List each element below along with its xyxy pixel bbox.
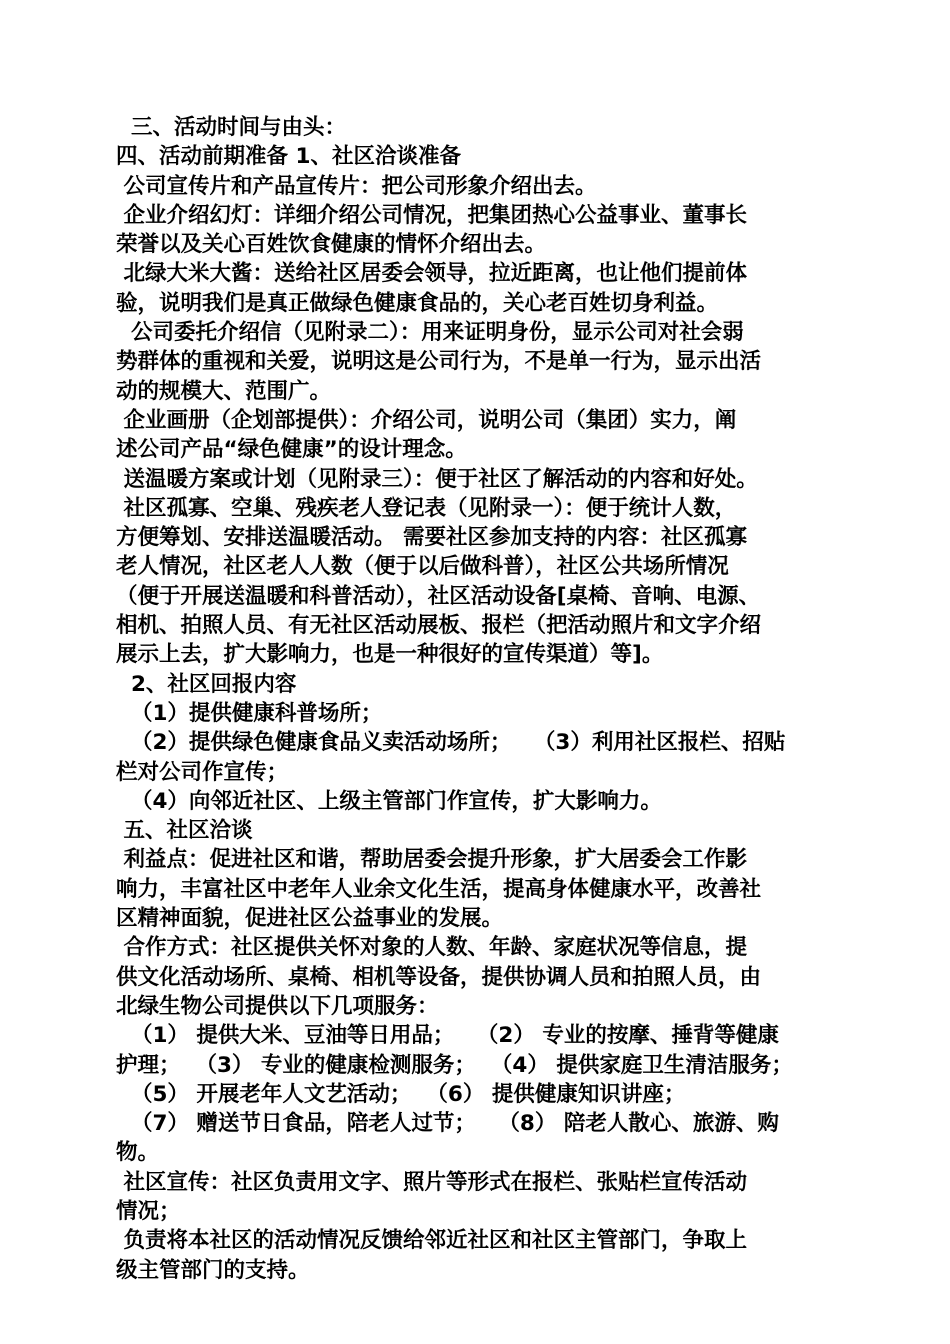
text-line-38: 情况； bbox=[116, 1198, 181, 1224]
text-line-20: 2、社区回报内容 bbox=[116, 671, 297, 697]
text-line-35: （7） 赠送节日食品，陪老人过节； （8） 陪老人散心、旅游、购 bbox=[116, 1111, 779, 1137]
text-line-13: 送温暖方案或计划（见附录三）：便于社区了解活动的内容和好处。 bbox=[116, 466, 758, 492]
text-line-22: （2）提供绿色健康食品义卖活动场所； （3）利用社区报栏、招贴 bbox=[116, 730, 786, 756]
text-line-30: 供文化活动场所、桌椅、相机等设备，提供协调人员和拍照人员，由 bbox=[116, 964, 762, 990]
text-line-19: 展示上去，扩大影响力，也是一种很好的宣传渠道）等]。 bbox=[116, 642, 664, 668]
text-line-7: 验，说明我们是真正做绿色健康食品的，关心老百姓切身利益。 bbox=[116, 290, 719, 316]
text-line-5: 荣誉以及关心百姓饮食健康的情怀介绍出去。 bbox=[116, 232, 547, 258]
text-line-1: 三、活动时间与由头： bbox=[116, 115, 346, 140]
text-line-17: （便于开展送温暖和科普活动），社区活动设备[桌椅、音响、电源、 bbox=[116, 583, 761, 609]
text-line-26: 利益点：促进社区和谐，帮助居委会提升形象，扩大居委会工作影 bbox=[116, 847, 747, 873]
text-line-23: 栏对公司作宣传； bbox=[116, 759, 289, 785]
text-line-27: 响力，丰富社区中老年人业余文化生活，提高身体健康水平，改善社 bbox=[116, 876, 762, 902]
text-line-40: 级主管部门的支持。 bbox=[116, 1257, 310, 1283]
text-line-21: （1）提供健康科普场所； bbox=[116, 700, 383, 726]
text-line-9: 势群体的重视和关爱，说明这是公司行为，不是单一行为，显示出活 bbox=[116, 349, 762, 375]
text-line-4: 企业介绍幻灯：详细介绍公司情况，把集团热心公益事业、董事长 bbox=[116, 202, 747, 228]
text-line-8: 公司委托介绍信（见附录二）：用来证明身份，显示公司对社会弱 bbox=[116, 320, 744, 346]
text-line-6: 北绿大米大酱：送给社区居委会领导，拉近距离，也让他们提前体 bbox=[116, 261, 747, 287]
text-line-33: 护理； （3） 专业的健康检测服务； （4） 提供家庭卫生清洁服务； bbox=[116, 1052, 793, 1078]
text-line-32: （1） 提供大米、豆油等日用品； （2） 专业的按摩、捶背等健康 bbox=[116, 1023, 779, 1049]
text-line-24: （4）向邻近社区、上级主管部门作宣传，扩大影响力。 bbox=[116, 788, 662, 814]
text-line-28: 区精神面貌，促进社区公益事业的发展。 bbox=[116, 906, 504, 932]
text-line-36: 物。 bbox=[116, 1140, 160, 1166]
text-line-10: 动的规模大、范围广。 bbox=[116, 378, 332, 404]
text-line-12: 述公司产品“绿色健康”的设计理念。 bbox=[116, 437, 467, 463]
text-line-3: 公司宣传片和产品宣传片：把公司形象介绍出去。 bbox=[116, 173, 597, 199]
text-line-18: 相机、拍照人员、有无社区活动展板、报栏（把活动照片和文字介绍 bbox=[116, 613, 762, 639]
text-line-16: 老人情况，社区老人人数（便于以后做科普），社区公共场所情况 bbox=[116, 554, 729, 580]
text-line-34: （5） 开展老年人文艺活动； （6） 提供健康知识讲座； bbox=[116, 1081, 686, 1107]
text-line-14: 社区孤寡、空巢、残疾老人登记表（见附录一）：便于统计人数， bbox=[116, 495, 737, 521]
document-body bbox=[116, 113, 838, 1285]
text-line-2: 四、活动前期准备 1、社区洽谈准备 bbox=[116, 144, 461, 170]
text-line-31: 北绿生物公司提供以下几项服务： bbox=[116, 993, 439, 1019]
text-line-11: 企业画册（企划部提供）：介绍公司，说明公司（集团）实力，阐 bbox=[116, 407, 737, 433]
text-line-37: 社区宣传：社区负责用文字、照片等形式在报栏、张贴栏宣传活动 bbox=[116, 1169, 747, 1195]
text-line-29: 合作方式：社区提供关怀对象的人数、年龄、家庭状况等信息，提 bbox=[116, 935, 747, 961]
text-line-15: 方便筹划、安排送温暖活动。 需要社区参加支持的内容：社区孤寡 bbox=[116, 525, 747, 551]
text-line-25: 五、社区洽谈 bbox=[116, 818, 253, 844]
text-line-39: 负责将本社区的活动情况反馈给邻近社区和社区主管部门，争取上 bbox=[116, 1228, 747, 1254]
